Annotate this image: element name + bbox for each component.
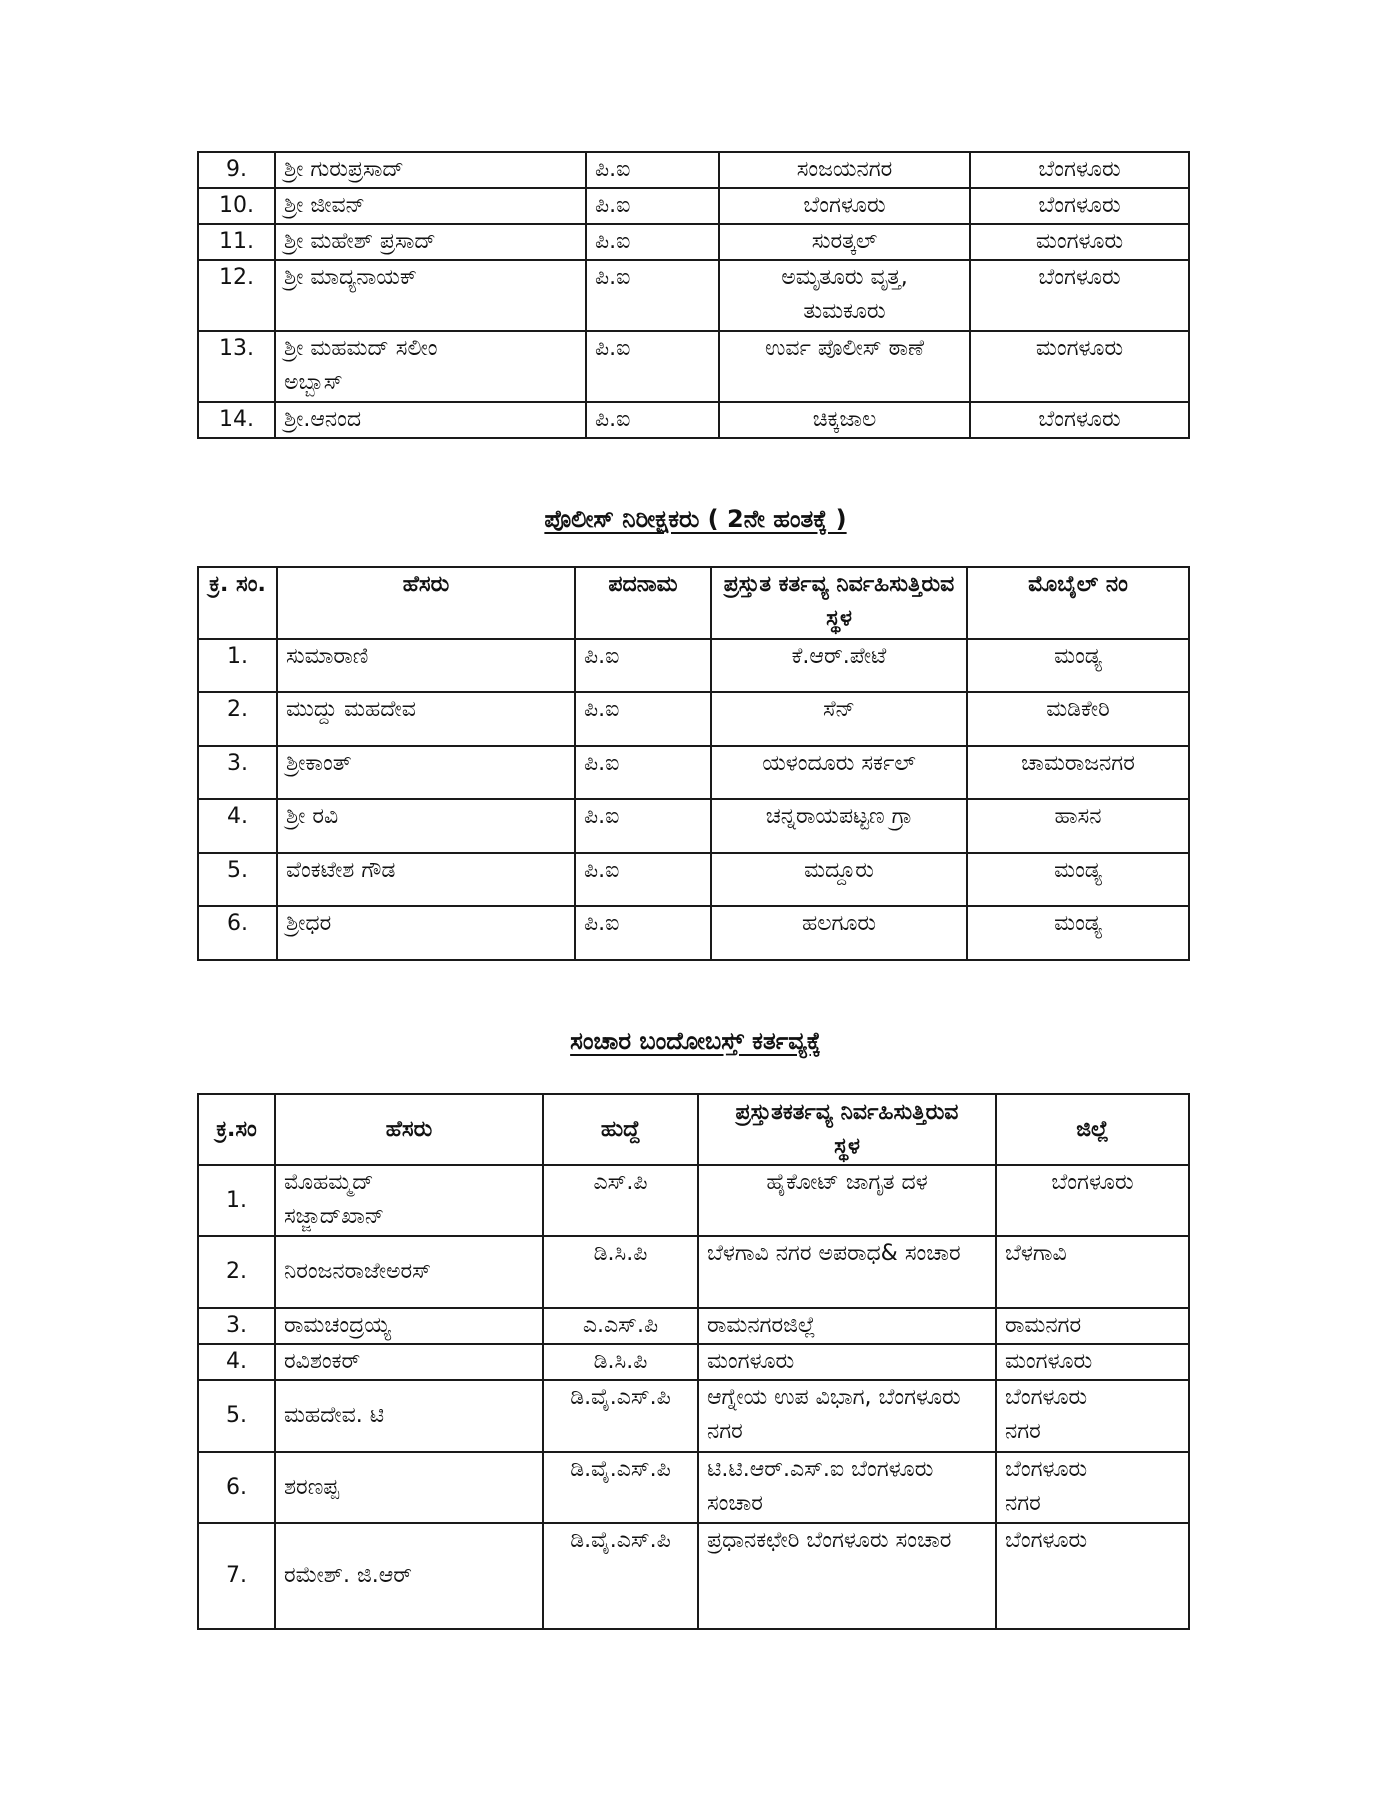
table-row <box>198 188 1189 224</box>
officer-place: ಸುರತ್ಕಲ್ <box>719 224 970 260</box>
row-number: 2. <box>198 692 277 746</box>
officer-place: ಸಂಜಯನಗರ <box>719 152 970 188</box>
table-row <box>198 1452 1189 1523</box>
officer-rank: ಪಿ.ಐ <box>575 799 711 853</box>
row-number: 1. <box>198 639 277 692</box>
officer-rank: ಡಿ.ಸಿ.ಪಿ <box>543 1236 698 1308</box>
officer-rank: ಡಿ.ಸಿ.ಪಿ <box>543 1344 698 1380</box>
officer-place: ಮಂಗಳೂರು <box>698 1344 996 1380</box>
row-number: 4. <box>198 1344 275 1380</box>
header-current-place: ಪ್ರಸ್ತುತ ಕರ್ತವ್ಯ ನಿರ್ವಹಿಸುತ್ತಿರುವ ಸ್ಥಳ <box>711 567 967 639</box>
table-row <box>198 906 1189 960</box>
officer-name: ಮುದ್ದು ಮಹದೇವ <box>277 692 575 746</box>
officer-district: ಬೆಳಗಾವಿ <box>996 1236 1189 1308</box>
section-heading: ಸಂಚಾರ ಬಂದೋಬಸ್ತ್ ಕರ್ತವ್ಯಕ್ಕೆ <box>570 1027 821 1055</box>
table-row <box>198 1380 1189 1452</box>
table-row <box>198 1236 1189 1308</box>
officer-city: ಬೆಂಗಳೂರು <box>970 188 1189 224</box>
table-row <box>198 1308 1189 1344</box>
officer-place: ರಾಮನಗರಜಿಲ್ಲೆ <box>698 1308 996 1344</box>
table-row <box>198 224 1189 260</box>
officer-name: ಮೊಹಮ್ಮದ್ ಸಜ್ಜಾದ್‌ಖಾನ್ <box>275 1165 543 1236</box>
officer-place: ಮದ್ದೂರು <box>711 853 967 906</box>
table-row <box>198 746 1189 799</box>
officer-city: ಮಂಗಳೂರು <box>970 331 1189 402</box>
officer-name: ರಾಮಚಂದ್ರಯ್ಯ <box>275 1308 543 1344</box>
officer-rank: ಪಿ.ಐ <box>586 224 719 260</box>
header-designation: ಪದನಾಮ <box>575 567 711 639</box>
officer-name: ಶ್ರೀ ಮಾದ್ಯನಾಯಕ್ <box>275 260 586 331</box>
officer-place: ಯಳಂದೂರು ಸರ್ಕಲ್ <box>711 746 967 799</box>
officer-district: ಮಂಗಳೂರು <box>996 1344 1189 1380</box>
officer-rank: ಪಿ.ಐ <box>575 639 711 692</box>
officer-name: ಸುಮಾರಾಣಿ <box>277 639 575 692</box>
officer-rank: ಡಿ.ವೈ.ಎಸ್.ಪಿ <box>543 1523 698 1629</box>
officer-rank: ಡಿ.ವೈ.ಎಸ್.ಪಿ <box>543 1380 698 1452</box>
officer-city: ಬೆಂಗಳೂರು <box>970 402 1189 438</box>
officer-name: ಶ್ರೀಕಾಂತ್ <box>277 746 575 799</box>
header-district: ಜಿಲ್ಲೆ <box>996 1094 1189 1165</box>
officer-place: ಚನ್ನರಾಯಪಟ್ಟಣ ಗ್ರಾ <box>711 799 967 853</box>
row-number: 3. <box>198 1308 275 1344</box>
table-row <box>198 260 1189 331</box>
row-number: 13. <box>198 331 275 402</box>
inspectors-stage2-table <box>197 566 1190 961</box>
officer-name: ಶ್ರೀಧರ <box>277 906 575 960</box>
officer-rank: ಪಿ.ಐ <box>586 188 719 224</box>
table-row <box>198 152 1189 188</box>
table-row <box>198 1165 1189 1236</box>
table-row <box>198 639 1189 692</box>
row-number: 6. <box>198 906 277 960</box>
officer-place: ಉರ್ವ ಪೊಲೀಸ್ ಠಾಣೆ <box>719 331 970 402</box>
inspectors-table-continued <box>197 151 1190 439</box>
officer-rank: ಪಿ.ಐ <box>575 746 711 799</box>
officer-place: ಹಲಗೂರು <box>711 906 967 960</box>
table-row <box>198 799 1189 853</box>
officer-rank: ಪಿ.ಐ <box>586 331 719 402</box>
officer-district: ಬೆಂಗಳೂರು ನಗರ <box>996 1452 1189 1523</box>
officer-place: ಟಿ.ಟಿ.ಆರ್.ಎಸ್.ಐ ಬೆಂಗಳೂರು ಸಂಚಾರ <box>698 1452 996 1523</box>
header-post: ಹುದ್ದೆ <box>543 1094 698 1165</box>
officer-name: ನಿರಂಜನರಾಜೇಅರಸ್ <box>275 1236 543 1308</box>
officer-name: ಶ್ರೀ ಮಹೇಶ್ ಪ್ರಸಾದ್ <box>275 224 586 260</box>
table-header-row <box>198 567 1189 639</box>
table-row <box>198 1523 1189 1629</box>
officer-rank: ಎಸ್.ಪಿ <box>543 1165 698 1236</box>
officer-city: ಮಂಗಳೂರು <box>970 224 1189 260</box>
officer-place: ಬೆಂಗಳೂರು <box>719 188 970 224</box>
officer-district: ಮಡಿಕೇರಿ <box>967 692 1189 746</box>
officer-place: ಹೈಕೋಟ್ ಜಾಗೃತ ದಳ <box>698 1165 996 1236</box>
row-number: 11. <box>198 224 275 260</box>
table-row <box>198 692 1189 746</box>
officer-district: ರಾಮನಗರ <box>996 1308 1189 1344</box>
officer-district: ಚಾಮರಾಜನಗರ <box>967 746 1189 799</box>
officer-name: ಶ್ರೀ ಗುರುಪ್ರಸಾದ್ <box>275 152 586 188</box>
officer-name: ಶ್ರೀ.ಆನಂದ <box>275 402 586 438</box>
officer-name: ಶ್ರೀ ರವಿ <box>277 799 575 853</box>
row-number: 14. <box>198 402 275 438</box>
officer-city: ಬೆಂಗಳೂರು <box>970 152 1189 188</box>
officer-district: ಬೆಂಗಳೂರು ನಗರ <box>996 1380 1189 1452</box>
officer-district: ಮಂಡ್ಯ <box>967 639 1189 692</box>
row-number: 5. <box>198 853 277 906</box>
table-row <box>198 331 1189 402</box>
officer-place: ಚಿಕ್ಕಜಾಲ <box>719 402 970 438</box>
row-number: 9. <box>198 152 275 188</box>
header-name: ಹೆಸರು <box>275 1094 543 1165</box>
officer-name: ವೆಂಕಟೇಶ ಗೌಡ <box>277 853 575 906</box>
officer-district: ಹಾಸನ <box>967 799 1189 853</box>
row-number: 3. <box>198 746 277 799</box>
row-number: 2. <box>198 1236 275 1308</box>
officer-place: ಅಮೃತೂರು ವೃತ್ತ, ತುಮಕೂರು <box>719 260 970 331</box>
officer-name: ಶರಣಪ್ಪ <box>275 1452 543 1523</box>
officer-place: ಕೆ.ಆರ್.ಪೇಟೆ <box>711 639 967 692</box>
header-current-place: ಪ್ರಸ್ತುತಕರ್ತವ್ಯ ನಿರ್ವಹಿಸುತ್ತಿರುವ ಸ್ಥಳ <box>698 1094 996 1165</box>
officer-name: ಮಹದೇವ. ಟಿ <box>275 1380 543 1452</box>
officer-place: ಪ್ರಧಾನಕಛೇರಿ ಬೆಂಗಳೂರು ಸಂಚಾರ <box>698 1523 996 1629</box>
officer-rank: ಪಿ.ಐ <box>586 260 719 331</box>
header-name: ಹೆಸರು <box>277 567 575 639</box>
officer-name: ರಮೇಶ್. ಜಿ.ಆರ್ <box>275 1523 543 1629</box>
table-row <box>198 1344 1189 1380</box>
officer-rank: ಎ.ಎಸ್.ಪಿ <box>543 1308 698 1344</box>
row-number: 10. <box>198 188 275 224</box>
officer-place: ಆಗ್ನೇಯ ಉಪ ವಿಭಾಗ, ಬೆಂಗಳೂರು ನಗರ <box>698 1380 996 1452</box>
officer-name: ಶ್ರೀ ಮಹಮದ್ ಸಲೀಂ ಅಬ್ಬಾಸ್ <box>275 331 586 402</box>
row-number: 6. <box>198 1452 275 1523</box>
officer-district: ಬೆಂಗಳೂರು <box>996 1523 1189 1629</box>
row-number: 7. <box>198 1523 275 1629</box>
header-serial: ಕ್ರ. ಸಂ. <box>198 567 277 639</box>
table-row <box>198 402 1189 438</box>
officer-place: ಬೆಳಗಾವಿ ನಗರ ಅಪರಾಧ& ಸಂಚಾರ <box>698 1236 996 1308</box>
officer-rank: ಡಿ.ವೈ.ಎಸ್.ಪಿ <box>543 1452 698 1523</box>
officer-district: ಮಂಡ್ಯ <box>967 906 1189 960</box>
officer-name: ರವಿಶಂಕರ್ <box>275 1344 543 1380</box>
officer-district: ಮಂಡ್ಯ <box>967 853 1189 906</box>
officer-rank: ಪಿ.ಐ <box>575 692 711 746</box>
traffic-duty-table <box>197 1093 1190 1630</box>
section-heading: ಪೊಲೀಸ್ ನಿರೀಕ್ಷಕರು ( 2ನೇ ಹಂತಕ್ಕೆ ) <box>544 505 847 533</box>
header-mobile: ಮೊಬೈಲ್ ನಂ <box>967 567 1189 639</box>
officer-city: ಬೆಂಗಳೂರು <box>970 260 1189 331</box>
officer-rank: ಪಿ.ಐ <box>575 906 711 960</box>
row-number: 12. <box>198 260 275 331</box>
row-number: 5. <box>198 1380 275 1452</box>
officer-rank: ಪಿ.ಐ <box>575 853 711 906</box>
row-number: 1. <box>198 1165 275 1236</box>
table-header-row <box>198 1094 1189 1165</box>
officer-rank: ಪಿ.ಐ <box>586 152 719 188</box>
table-row <box>198 853 1189 906</box>
officer-name: ಶ್ರೀ ಜೀವನ್ <box>275 188 586 224</box>
officer-place: ಸೆನ್ <box>711 692 967 746</box>
officer-rank: ಪಿ.ಐ <box>586 402 719 438</box>
officer-district: ಬೆಂಗಳೂರು <box>996 1165 1189 1236</box>
header-serial: ಕ್ರ.ಸಂ <box>198 1094 275 1165</box>
row-number: 4. <box>198 799 277 853</box>
